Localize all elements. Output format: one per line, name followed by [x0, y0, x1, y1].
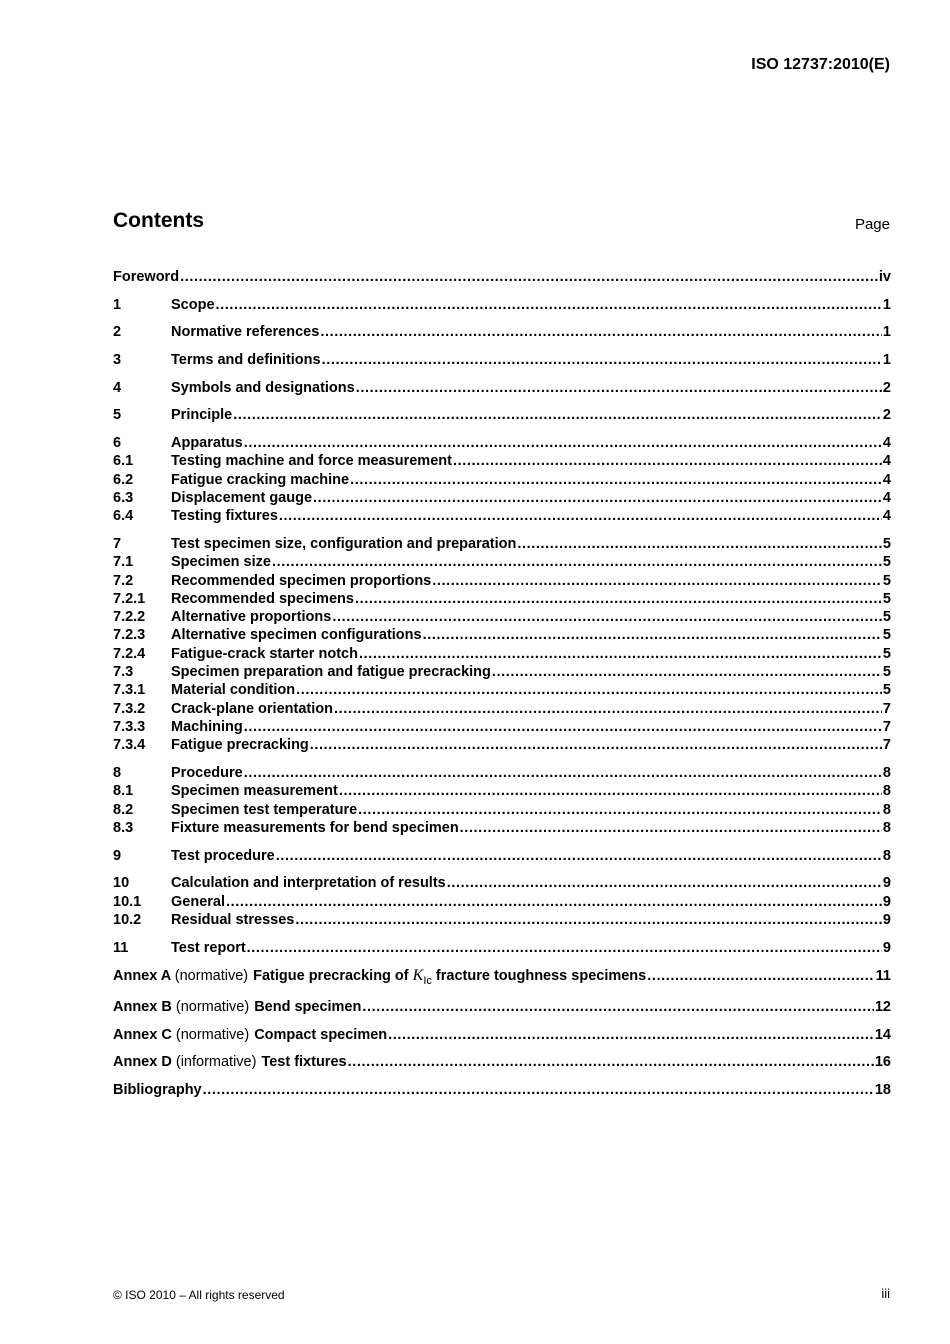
toc-page-number: 5 — [882, 572, 891, 589]
page-number: iii — [881, 1286, 890, 1301]
toc-page-number: 9 — [882, 875, 891, 892]
table-of-contents — [113, 268, 891, 1099]
leader-dots — [233, 406, 882, 424]
leader-dots — [334, 700, 882, 718]
toc-page-number: 5 — [882, 536, 891, 552]
toc-page-number: 8 — [882, 819, 891, 836]
leader-dots — [356, 379, 882, 397]
toc-section-number: 10.1 — [113, 893, 142, 910]
toc-page-number: 5 — [882, 664, 891, 681]
toc-section-number: 7.2.2 — [113, 609, 146, 626]
toc-section-number: 6 — [113, 435, 122, 452]
leader-dots — [320, 323, 882, 341]
leader-dots — [310, 736, 882, 754]
toc-section-number: 5 — [113, 407, 122, 424]
toc-page-number: 4 — [882, 508, 891, 525]
toc-entry[interactable] — [113, 893, 891, 911]
toc-page-number: 5 — [882, 627, 891, 644]
leader-dots — [203, 1081, 874, 1099]
toc-entry-title: Material condition — [171, 682, 296, 699]
toc-entry[interactable] — [113, 819, 891, 837]
toc-entry[interactable] — [113, 874, 891, 892]
toc-section-number: 7.3.2 — [113, 700, 146, 717]
leader-dots — [216, 296, 882, 314]
toc-section-number: 10.2 — [113, 911, 142, 928]
toc-page-number: 9 — [882, 911, 891, 928]
toc-section-number: 7.2.3 — [113, 627, 146, 644]
toc-entry[interactable] — [113, 911, 891, 929]
toc-entry[interactable] — [113, 553, 891, 571]
toc-entry-title: Displacement gauge — [171, 490, 313, 507]
toc-entry[interactable] — [113, 700, 891, 718]
toc-entry[interactable] — [113, 801, 891, 819]
toc-entry[interactable] — [113, 681, 891, 699]
toc-entry-title: Terms and definitions — [171, 352, 321, 369]
toc-entry-title: Bibliography — [113, 1082, 202, 1099]
toc-section-number: 7.3.1 — [113, 682, 146, 699]
toc-section-number: 7.3 — [113, 664, 134, 681]
leader-dots — [447, 874, 882, 892]
leader-dots — [492, 663, 882, 681]
toc-entry[interactable] — [113, 489, 891, 507]
toc-entry-annex-b[interactable] — [113, 998, 891, 1016]
leader-dots — [359, 645, 882, 663]
toc-page-number: 12 — [874, 999, 891, 1016]
toc-entries — [113, 268, 891, 957]
toc-entry-title: Scope — [171, 296, 215, 313]
toc-page-number: 5 — [882, 590, 891, 607]
toc-entry-bibliography[interactable] — [113, 1081, 891, 1099]
toc-entry-annex-d[interactable] — [113, 1053, 891, 1071]
toc-section-number: 6.4 — [113, 508, 134, 525]
toc-section-number: 10 — [113, 875, 130, 892]
toc-entry-title: Specimen preparation and fatigue precracking — [171, 664, 491, 681]
toc-entry-title: Test specimen size, configuration and preparation — [171, 536, 517, 552]
leader-dots — [244, 764, 882, 782]
toc-entry[interactable] — [113, 764, 891, 782]
toc-page-number: 5 — [882, 609, 891, 626]
toc-page-number: 2 — [882, 379, 891, 396]
leader-dots — [226, 893, 882, 911]
toc-section-number: 7.2.1 — [113, 590, 146, 607]
toc-entry[interactable] — [113, 572, 891, 590]
leader-dots — [460, 819, 882, 837]
leader-dots — [247, 939, 882, 957]
toc-page-number: 14 — [874, 1026, 891, 1043]
toc-page-number: 4 — [882, 453, 891, 470]
annex-title: Compact specimen — [254, 1026, 388, 1043]
toc-entry[interactable] — [113, 626, 891, 644]
toc-section-number: 8.1 — [113, 783, 134, 800]
toc-section-number: 9 — [113, 847, 122, 864]
leader-dots — [423, 626, 882, 644]
toc-entry-title: Test report — [171, 939, 246, 956]
leader-dots — [362, 998, 874, 1016]
toc-entry[interactable] — [113, 471, 891, 489]
copyright-notice: © ISO 2010 – All rights reserved — [113, 1288, 285, 1302]
toc-entry[interactable] — [113, 507, 891, 525]
toc-page-number: 8 — [882, 783, 891, 800]
toc-entry-title: Apparatus — [171, 435, 243, 452]
leader-dots — [647, 967, 874, 985]
toc-section-number: 8.2 — [113, 801, 134, 818]
toc-entry[interactable] — [113, 535, 891, 553]
toc-page-number: iv — [878, 269, 891, 285]
leader-dots — [272, 553, 882, 571]
leader-dots — [432, 572, 882, 590]
toc-entry-title: Specimen test temperature — [171, 801, 358, 818]
annex-label: Annex B (normative) — [113, 999, 250, 1016]
toc-page-number: 2 — [882, 407, 891, 424]
toc-section-number: 3 — [113, 352, 122, 369]
toc-entry-title: Test procedure — [171, 847, 275, 864]
toc-page-number: 11 — [875, 967, 891, 984]
leader-dots — [180, 268, 878, 286]
leader-dots — [453, 452, 882, 470]
toc-entry-title: Procedure — [171, 764, 243, 781]
toc-page-number: 1 — [882, 324, 891, 341]
leader-dots — [355, 590, 882, 608]
toc-section-number: 7.2 — [113, 572, 134, 589]
toc-entry[interactable] — [113, 847, 891, 865]
toc-page-number: 16 — [874, 1054, 891, 1071]
toc-entry-title: Fixture measurements for bend specimen — [171, 819, 459, 836]
toc-section-number: 8 — [113, 764, 122, 781]
page-column-label: Page — [854, 216, 890, 233]
leader-dots — [313, 489, 882, 507]
leader-dots — [348, 1053, 874, 1071]
toc-entry-title: Fatigue precracking — [171, 737, 309, 754]
leader-dots — [244, 718, 882, 736]
toc-page-number: 4 — [882, 435, 891, 452]
leader-dots — [322, 351, 882, 369]
toc-entry-title: Testing machine and force measurement — [171, 453, 452, 470]
toc-section-number: 6.1 — [113, 453, 134, 470]
toc-entry-title: Residual stresses — [171, 911, 295, 928]
annex-title: Fatigue precracking of $K_{Ic}$ fracture toughness specimens — [253, 966, 647, 986]
toc-entry-title: Foreword — [113, 269, 180, 285]
leader-dots — [517, 535, 882, 553]
toc-page-number: 7 — [882, 737, 891, 754]
annex-label: Annex D (informative) — [113, 1054, 257, 1071]
toc-page-number: 8 — [882, 801, 891, 818]
toc-section-number: 7.3.4 — [113, 737, 146, 754]
toc-entry-title: Alternative specimen configurations — [171, 627, 422, 644]
toc-section-number: 7.3.3 — [113, 718, 146, 735]
toc-entry[interactable] — [113, 608, 891, 626]
toc-entry-title: Specimen size — [171, 554, 271, 571]
toc-page-number: 5 — [882, 682, 891, 699]
toc-entry-title: Symbols and designations — [171, 379, 355, 396]
toc-entry-title: General — [171, 893, 225, 910]
annex-label: Annex C (normative) — [113, 1026, 250, 1043]
toc-entry[interactable] — [113, 323, 891, 341]
leader-dots — [339, 782, 882, 800]
toc-section-number: 1 — [113, 296, 122, 313]
leader-dots — [279, 507, 882, 525]
toc-entry-title: Alternative proportions — [171, 609, 332, 626]
toc-entry-title: Machining — [171, 718, 243, 735]
annex-title: Bend specimen — [254, 999, 362, 1016]
toc-entry-title: Normative references — [171, 324, 320, 341]
toc-page-number: 4 — [882, 471, 891, 488]
leader-dots — [244, 434, 882, 452]
toc-entry[interactable] — [113, 782, 891, 800]
toc-entry[interactable] — [113, 379, 891, 397]
leader-dots — [388, 1026, 874, 1044]
toc-section-number: 8.3 — [113, 819, 134, 836]
toc-entry[interactable] — [113, 351, 891, 369]
toc-entry-title: Crack-plane orientation — [171, 700, 333, 717]
toc-section-number: 7 — [113, 536, 122, 552]
toc-page-number: 7 — [882, 700, 891, 717]
leader-dots — [358, 801, 882, 819]
leader-dots — [296, 681, 882, 699]
toc-entry-title: Calculation and interpretation of results — [171, 875, 446, 892]
toc-entry[interactable] — [113, 268, 891, 286]
toc-section-number: 11 — [113, 939, 129, 956]
leader-dots — [276, 847, 882, 865]
toc-page-number: 8 — [882, 764, 891, 781]
toc-entry[interactable] — [113, 736, 891, 754]
toc-entry-title: Specimen measurement — [171, 783, 338, 800]
leader-dots — [332, 608, 882, 626]
toc-page-number: 5 — [882, 554, 891, 571]
document-id: ISO 12737:2010(E) — [751, 56, 890, 73]
toc-section-number: 2 — [113, 324, 122, 341]
toc-entry[interactable] — [113, 663, 891, 681]
toc-page-number: 1 — [882, 296, 891, 313]
toc-entry-title: Recommended specimens — [171, 590, 354, 607]
toc-section-number: 6.3 — [113, 490, 134, 507]
k-ic-symbol: $K_{Ic}$ — [412, 966, 432, 986]
toc-entry[interactable] — [113, 434, 891, 452]
toc-entry[interactable] — [113, 406, 891, 424]
toc-entry-title: Fatigue-crack starter notch — [171, 645, 358, 662]
toc-page-number: 18 — [874, 1082, 891, 1099]
contents-heading: Contents — [113, 209, 204, 232]
toc-page-number: 7 — [882, 718, 891, 735]
toc-page-number: 5 — [882, 645, 891, 662]
toc-entry-annex-c[interactable] — [113, 1026, 891, 1044]
leader-dots — [350, 471, 882, 489]
annex-title: Test fixtures — [261, 1054, 347, 1071]
toc-entry-title: Principle — [171, 407, 233, 424]
toc-section-number: 4 — [113, 379, 122, 396]
toc-entry-annex-a[interactable] — [113, 967, 891, 985]
toc-entry-title: Fatigue cracking machine — [171, 471, 350, 488]
toc-entry[interactable] — [113, 296, 891, 314]
toc-entry[interactable] — [113, 645, 891, 663]
toc-entry[interactable] — [113, 718, 891, 736]
toc-section-number: 7.2.4 — [113, 645, 146, 662]
toc-entry-title: Recommended specimen proportions — [171, 572, 432, 589]
toc-page-number: 9 — [882, 893, 891, 910]
toc-entry-title: Testing fixtures — [171, 508, 278, 525]
toc-section-number: 7.1 — [113, 554, 134, 571]
toc-page-number: 1 — [882, 352, 891, 369]
toc-page-number: 9 — [882, 939, 891, 956]
toc-entry[interactable] — [113, 590, 891, 608]
leader-dots — [295, 911, 882, 929]
toc-section-number: 6.2 — [113, 471, 134, 488]
annex-label: Annex A (normative) — [113, 967, 249, 984]
toc-page-number: 4 — [882, 490, 891, 507]
toc-page-number: 8 — [882, 847, 891, 864]
toc-entry[interactable] — [113, 939, 891, 957]
toc-entry[interactable] — [113, 452, 891, 470]
